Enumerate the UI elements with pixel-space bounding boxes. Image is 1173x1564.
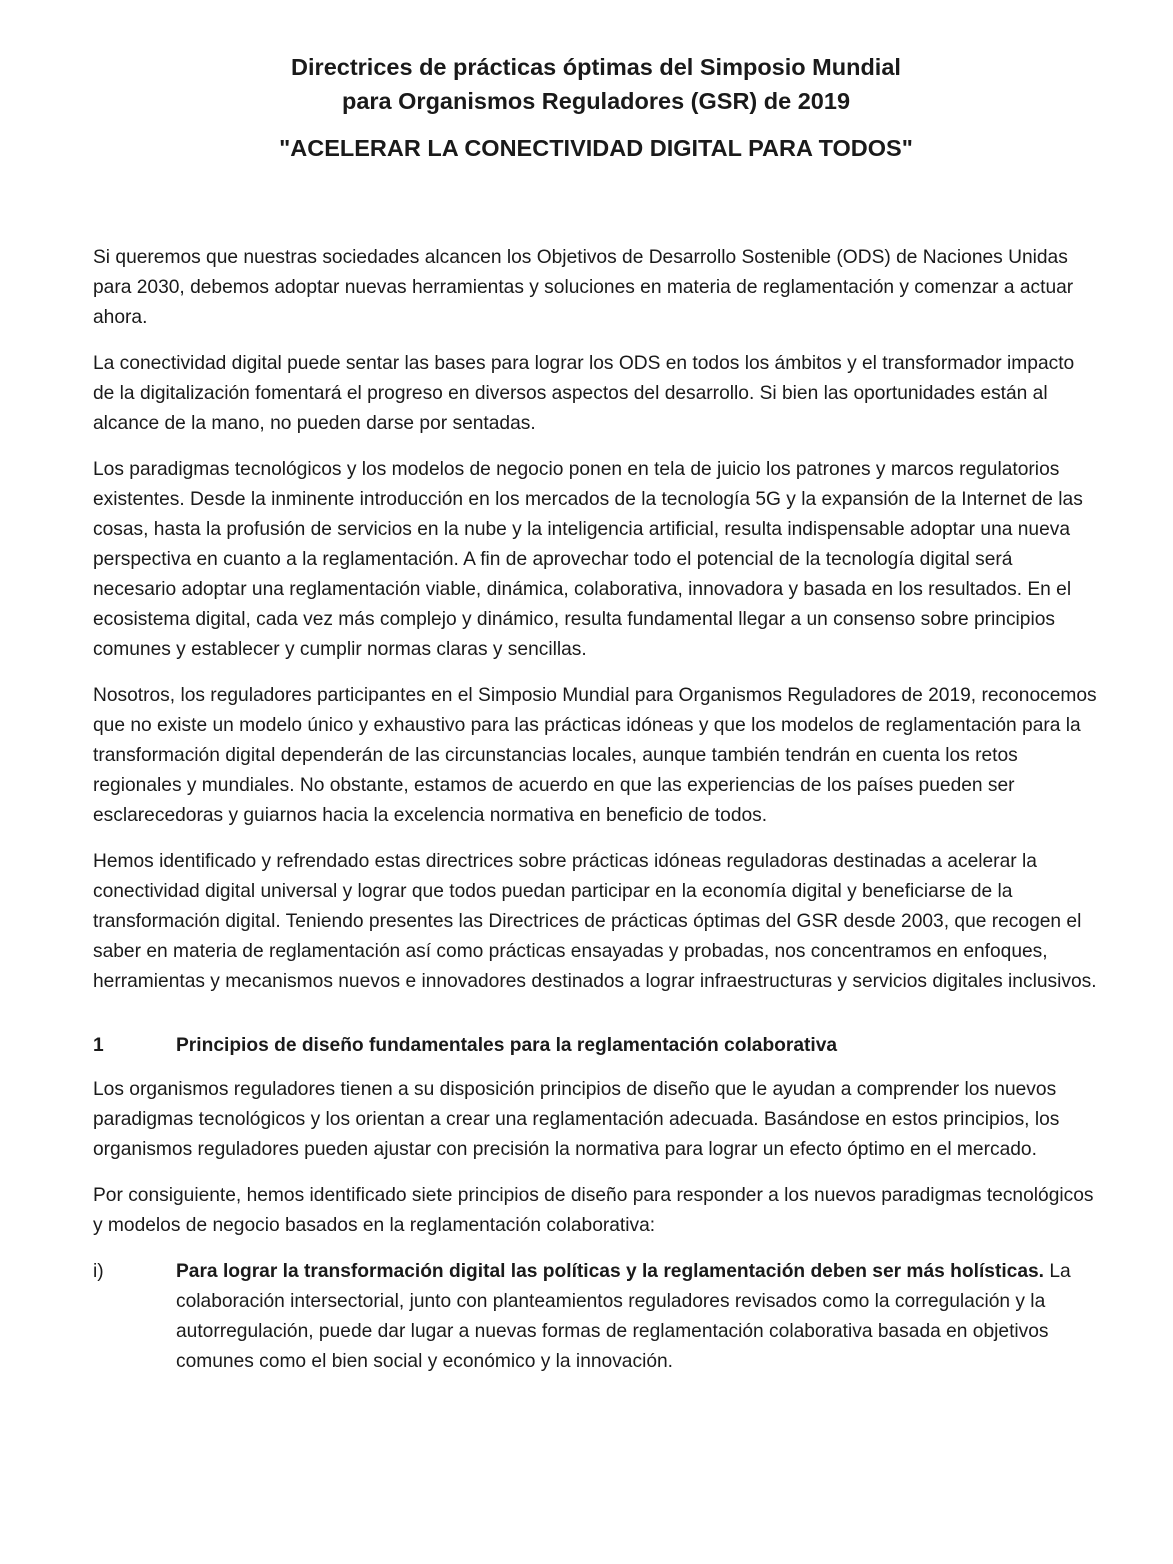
list-marker: i) — [93, 1261, 104, 1282]
list-item-text: La colaboración intersectorial, junto con planteamientos reguladores revisados como la corregulación y la autorregulación, puede dar lugar a nuevas formas de reglamentación colaborativa basada en objetivos comunes como el bien social y económico y la innovación. — [176, 1261, 1071, 1372]
intro-paragraph-2: La conectividad digital puede sentar las bases para lograr los ODS en todos los ámbitos y el transformador impacto de la digitalización fomentará el progreso en diversos aspectos del desarrollo. Si bien las oportunidades están al alcance de la mano, no pueden darse por sentadas. — [93, 353, 1075, 434]
intro-paragraph-3: Los paradigmas tecnológicos y los modelos de negocio ponen en tela de juicio los patrones y marcos regulatorios existentes. Desde la inminente introducción en los mercados de la tecnología 5G y la expansión de la Internet de las cosas, hasta la profusión de servicios en la nube y la inteligencia artificial, resulta indispensable adoptar una nueva perspectiva en cuanto a la reglamentación. A fin de aprovechar todo el potencial de la tecnología digital será necesario adoptar una reglamentación viable, dinámica, colaborativa, innovadora y basada en los resultados. En el ecosistema digital, cada vez más complejo y dinámico, resulta fundamental llegar a un consenso sobre principios comunes y establecer y cumplir normas claras y sencillas. — [93, 459, 1083, 660]
list-item-bold-lead: Para lograr la transformación digital las políticas y la reglamentación deben ser más holísticas. — [176, 1261, 1045, 1282]
document-subtitle: "ACELERAR LA CONECTIVIDAD DIGITAL PARA TODOS" — [279, 135, 913, 161]
section-number: 1 — [93, 1035, 104, 1056]
title-block — [93, 0, 1099, 165]
document-body — [93, 243, 1099, 1377]
document-title-line-1: Directrices de prácticas óptimas del Simposio Mundial — [291, 54, 901, 80]
section-1-paragraph-1: Los organismos reguladores tienen a su disposición principios de diseño que le ayudan a comprender los nuevos paradigmas tecnológicos y los orientan a crear una reglamentación adecuada. Basándose en estos principios, los organismos reguladores pueden ajustar con precisión la normativa para lograr un efecto óptimo en el mercado. — [93, 1079, 1060, 1160]
section-1-paragraph-2: Por consiguiente, hemos identificado siete principios de diseño para responder a los nuevos paradigmas tecnológicos y modelos de negocio basados en la reglamentación colaborativa: — [93, 1185, 1094, 1236]
section-title: Principios de diseño fundamentales para la reglamentación colaborativa — [176, 1035, 838, 1056]
list-item-body — [176, 1257, 1099, 1377]
intro-paragraph-5: Hemos identificado y refrendado estas directrices sobre prácticas idóneas reguladoras destinadas a acelerar la conectividad digital universal y lograr que todos puedan participar en la economía digital y beneficiarse de la transformación digital. Teniendo presentes las Directrices de prácticas óptimas del GSR desde 2003, que recogen el saber en materia de reglamentación así como prácticas ensayadas y probadas, nos concentramos en enfoques, herramientas y mecanismos nuevos e innovadores destinados a lograr infraestructuras y servicios digitales inclusivos. — [93, 851, 1097, 992]
section-1-heading — [93, 1031, 1099, 1061]
intro-paragraph-1: Si queremos que nuestras sociedades alcancen los Objetivos de Desarrollo Sostenible (ODS) de Naciones Unidas para 2030, debemos adoptar nuevas herramientas y soluciones en materia de reglamentación y comenzar a actuar ahora. — [93, 247, 1074, 328]
principle-item-i — [93, 1257, 1099, 1377]
document-title-line-2: para Organismos Reguladores (GSR) de 2019 — [341, 88, 851, 114]
intro-paragraph-4: Nosotros, los reguladores participantes en el Simposio Mundial para Organismos Reguladores de 2019, reconocemos que no existe un modelo único y exhaustivo para las prácticas idóneas y que los modelos de reglamentación para la transformación digital dependerán de las circunstancias locales, aunque también tendrán en cuenta los retos regionales y mundiales. No obstante, estamos de acuerdo en que las experiencias de los países pueden ser esclarecedoras y guiarnos hacia la excelencia normativa en beneficio de todos. — [93, 685, 1097, 826]
